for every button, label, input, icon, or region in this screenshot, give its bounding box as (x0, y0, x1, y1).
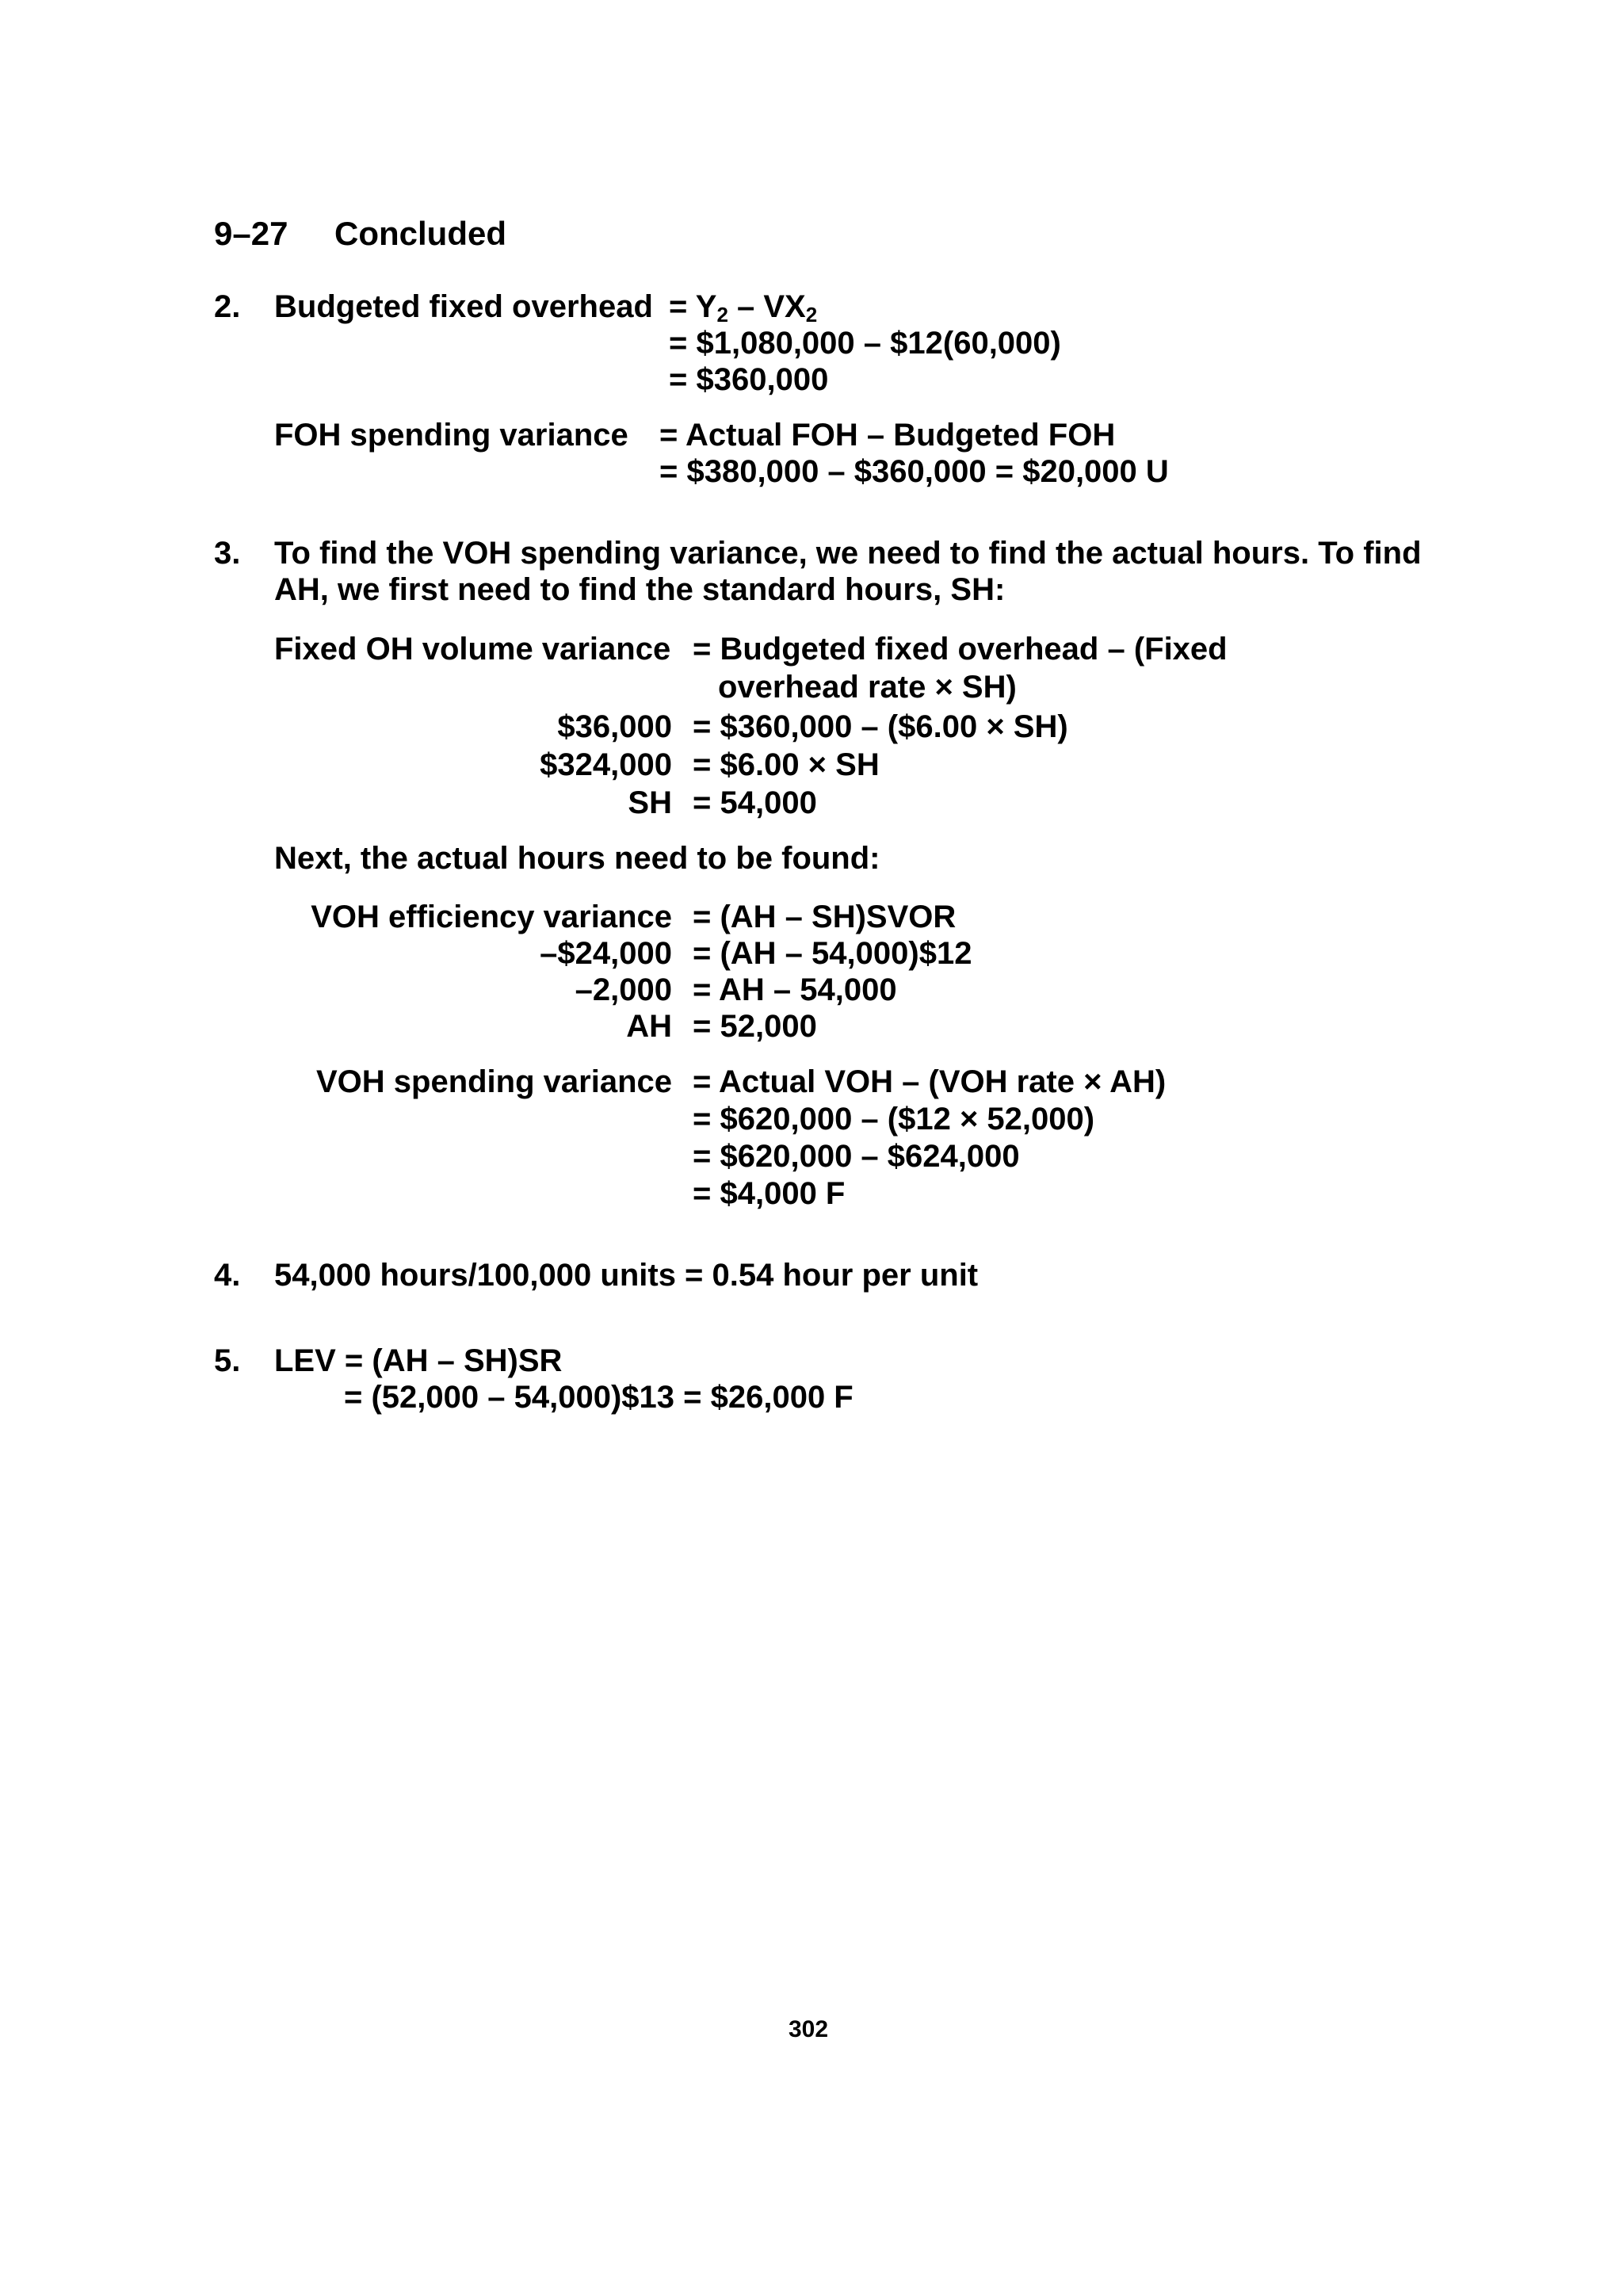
voh-efficiency-step3: = AH – 54,000 (693, 972, 897, 1007)
fov-left-value: $36,000 (557, 709, 672, 744)
fov-step4: = $6.00 × SH (693, 747, 880, 782)
item-number-2: 2. (214, 289, 241, 324)
lev-formula: LEV = (AH – SH)SR (274, 1343, 563, 1378)
subscript: 2 (805, 303, 818, 327)
subscript: 2 (716, 303, 728, 327)
item-number-5: 5. (214, 1343, 241, 1378)
hours-per-unit-text: 54,000 hours/100,000 units = 0.54 hour per unit (274, 1258, 979, 1293)
voh-eff-left-value: AH (626, 1009, 672, 1044)
budgeted-fixed-overhead-result: = $360,000 (669, 362, 829, 397)
page-title: Concluded (334, 215, 506, 252)
budgeted-fixed-overhead-step2: = $1,080,000 – $12(60,000) (669, 326, 1061, 361)
fixed-oh-volume-variance-formula: = Budgeted fixed overhead – (Fixed (693, 632, 1228, 667)
voh-spending-result: = $4,000 F (693, 1176, 846, 1211)
page-number: 302 (788, 2016, 829, 2042)
part3-intro-line1: To find the VOH spending variance, we need to find the actual hours. To find (274, 536, 1422, 571)
voh-efficiency-formula: = (AH – SH)SVOR (693, 900, 957, 934)
item-number-4: 4. (214, 1258, 241, 1293)
problem-number: 9–27 (214, 215, 288, 252)
formula-y-text: = Y (669, 289, 717, 324)
fixed-oh-volume-variance-formula-cont: overhead rate × SH) (718, 670, 1017, 705)
voh-efficiency-step4: = 52,000 (693, 1009, 817, 1044)
voh-efficiency-variance-label: VOH efficiency variance (311, 900, 672, 934)
foh-spending-variance-result: = $380,000 – $360,000 = $20,000 U (659, 454, 1169, 489)
fov-step3: = $360,000 – ($6.00 × SH) (693, 709, 1068, 744)
fov-left-value: SH (628, 785, 672, 820)
part3-intro-line2: AH, we first need to find the standard hours, SH: (274, 572, 1006, 607)
foh-spending-variance-formula: = Actual FOH – Budgeted FOH (659, 418, 1116, 453)
foh-spending-variance-label: FOH spending variance (274, 418, 628, 453)
budgeted-fixed-overhead-formula (669, 288, 817, 325)
fixed-oh-volume-variance-label: Fixed OH volume variance (274, 632, 671, 667)
next-step-text: Next, the actual hours need to be found: (274, 841, 880, 876)
formula-vx-text: – VX (727, 289, 806, 324)
lev-result: = (52,000 – 54,000)$13 = $26,000 F (344, 1380, 854, 1415)
budgeted-fixed-overhead-label: Budgeted fixed overhead (274, 289, 653, 324)
voh-spending-formula: = Actual VOH – (VOH rate × AH) (693, 1064, 1167, 1099)
fov-step5: = 54,000 (693, 785, 817, 820)
voh-eff-left-value: –2,000 (575, 972, 672, 1007)
voh-eff-left-value: –$24,000 (540, 936, 672, 971)
voh-spending-step3: = $620,000 – $624,000 (693, 1139, 1020, 1174)
voh-efficiency-step2: = (AH – 54,000)$12 (693, 936, 972, 971)
fov-left-value: $324,000 (540, 747, 672, 782)
voh-spending-step2: = $620,000 – ($12 × 52,000) (693, 1102, 1095, 1137)
voh-spending-variance-label: VOH spending variance (315, 1064, 672, 1099)
item-number-3: 3. (214, 536, 241, 571)
